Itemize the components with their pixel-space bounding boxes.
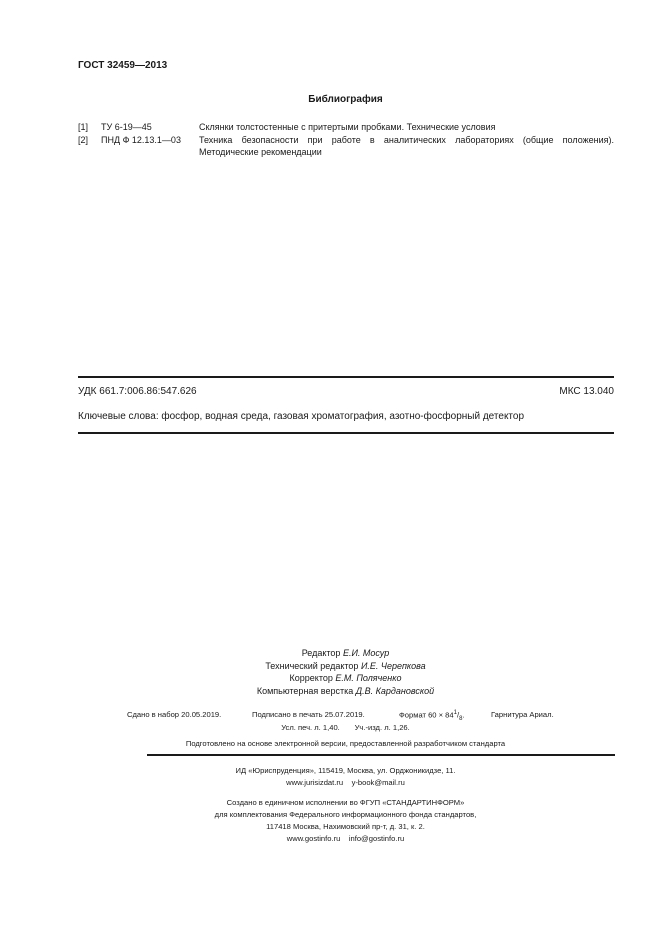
credit-proofreader: Корректор Е.М. Поляченко xyxy=(289,673,402,683)
credits-block xyxy=(0,647,661,697)
udk-code: УДК 661.7:006.86:547.626 xyxy=(78,386,197,397)
publisher-rule xyxy=(147,754,615,756)
keywords: Ключевые слова: фосфор, водная среда, газовая хроматография, азотно-фосфорный детектор xyxy=(78,411,525,422)
typeface: Гарнитура Ариал. xyxy=(491,710,554,719)
credit-tech-editor: Технический редактор И.Е. Черепкова xyxy=(265,660,426,671)
entry-text: Техника безопасности при работе в аналитических лабораториях (общие положения). Методические рекомендации xyxy=(199,135,614,157)
entry-number: [1] xyxy=(78,122,89,132)
printer-contacts: www.gostinfo.ru info@gostinfo.ru xyxy=(286,834,405,843)
publisher-block xyxy=(0,765,661,789)
credit-layout: Компьютерная верстка Д.В. Кардановской xyxy=(256,685,435,696)
document-code: ГОСТ 32459—2013 xyxy=(78,60,168,71)
printer-line-2: для комплектования Федерального информационного фонда стандартов, xyxy=(214,810,477,819)
bibliography-entry-2 xyxy=(0,134,661,160)
signed-date: Подписано в печать 25.07.2019. xyxy=(252,710,365,719)
printer-block xyxy=(0,797,661,845)
print-format: Формат $60 \times 84^1/_8$. xyxy=(399,710,465,723)
publisher-contacts: www.jurisizdat.ru y-book@mail.ru xyxy=(286,778,405,787)
bibliography-entry-1 xyxy=(0,121,661,135)
publication-info-row xyxy=(127,710,587,722)
entry-code: ТУ 6-19—45 xyxy=(101,122,152,132)
publisher-address: ИД «Юриспруденция», 115419, Москва, ул. Орджоникидзе, 11. xyxy=(235,766,456,775)
entry-text: Склянки толстостенные с притертыми пробками. Технические условия xyxy=(199,122,496,132)
entry-number: [2] xyxy=(78,135,89,145)
sheets-info: Усл. печ. л. 1,40. Уч.-изд. л. 1,26. xyxy=(281,723,410,732)
top-rule xyxy=(78,376,614,378)
entry-code: ПНД Ф 12.13.1—03 xyxy=(101,135,181,145)
mks-code: МКС 13.040 xyxy=(559,386,614,397)
credit-editor: Редактор Е.И. Мосур xyxy=(301,648,390,658)
sent-date: Сдано в набор 20.05.2019. xyxy=(127,710,222,719)
printer-line-1: Создано в единичном исполнении во ФГУП «СТАНДАРТИНФОРМ» xyxy=(226,798,465,807)
prepared-note: Подготовлено на основе электронной версии, предоставленной разработчиком стандарта xyxy=(185,739,506,748)
bottom-rule xyxy=(78,432,614,434)
bibliography-title: Библиография xyxy=(308,94,383,105)
printer-line-3: 117418 Москва, Нахимовский пр-т, д. 31, к. 2. xyxy=(266,822,425,831)
